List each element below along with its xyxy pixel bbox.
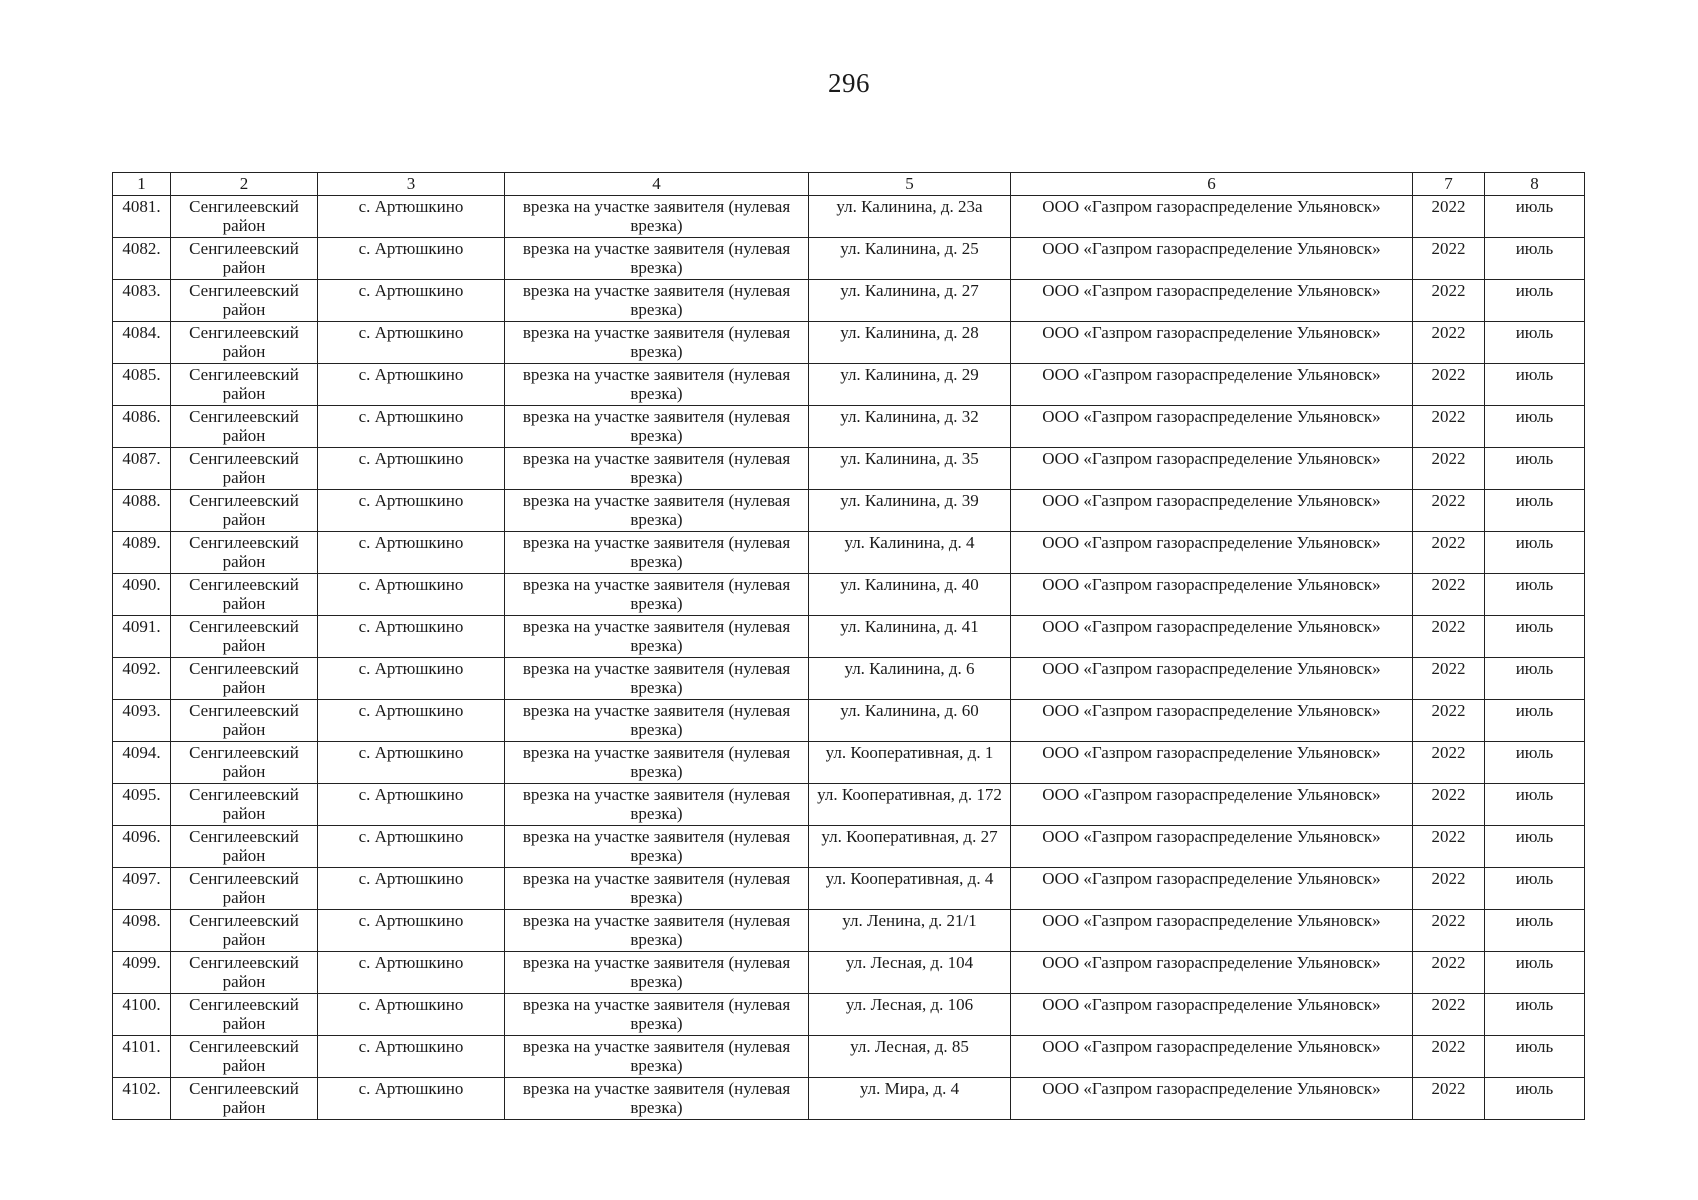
address-cell: ул. Кооперативная, д. 1 bbox=[809, 742, 1011, 784]
address-cell: ул. Кооперативная, д. 27 bbox=[809, 826, 1011, 868]
year-cell: 2022 bbox=[1413, 1078, 1485, 1120]
table-row bbox=[113, 742, 1585, 784]
month-cell: июль bbox=[1485, 994, 1585, 1036]
work-type-cell: врезка на участке заявителя (нулевая врезка) bbox=[505, 784, 809, 826]
year-cell: 2022 bbox=[1413, 574, 1485, 616]
year-cell: 2022 bbox=[1413, 868, 1485, 910]
table-row bbox=[113, 616, 1585, 658]
row-number: 4098. bbox=[113, 910, 171, 952]
organization-cell: ООО «Газпром газораспределение Ульяновск» bbox=[1011, 994, 1413, 1036]
organization-cell: ООО «Газпром газораспределение Ульяновск» bbox=[1011, 868, 1413, 910]
table-row bbox=[113, 574, 1585, 616]
row-number: 4095. bbox=[113, 784, 171, 826]
table-row bbox=[113, 658, 1585, 700]
district-cell: Сенгилеевский район bbox=[171, 448, 318, 490]
row-number: 4085. bbox=[113, 364, 171, 406]
address-cell: ул. Калинина, д. 4 bbox=[809, 532, 1011, 574]
organization-cell: ООО «Газпром газораспределение Ульяновск» bbox=[1011, 238, 1413, 280]
table-row bbox=[113, 1036, 1585, 1078]
work-type-cell: врезка на участке заявителя (нулевая врезка) bbox=[505, 910, 809, 952]
work-type-cell: врезка на участке заявителя (нулевая врезка) bbox=[505, 490, 809, 532]
table-row bbox=[113, 280, 1585, 322]
address-cell: ул. Калинина, д. 35 bbox=[809, 448, 1011, 490]
address-cell: ул. Калинина, д. 60 bbox=[809, 700, 1011, 742]
address-cell: ул. Калинина, д. 27 bbox=[809, 280, 1011, 322]
address-cell: ул. Кооперативная, д. 172 bbox=[809, 784, 1011, 826]
address-cell: ул. Лесная, д. 85 bbox=[809, 1036, 1011, 1078]
year-cell: 2022 bbox=[1413, 616, 1485, 658]
month-cell: июль bbox=[1485, 322, 1585, 364]
month-cell: июль bbox=[1485, 826, 1585, 868]
month-cell: июль bbox=[1485, 196, 1585, 238]
work-type-cell: врезка на участке заявителя (нулевая врезка) bbox=[505, 1036, 809, 1078]
month-cell: июль bbox=[1485, 700, 1585, 742]
district-cell: Сенгилеевский район bbox=[171, 532, 318, 574]
organization-cell: ООО «Газпром газораспределение Ульяновск» bbox=[1011, 406, 1413, 448]
district-cell: Сенгилеевский район bbox=[171, 490, 318, 532]
work-type-cell: врезка на участке заявителя (нулевая врезка) bbox=[505, 406, 809, 448]
month-cell: июль bbox=[1485, 406, 1585, 448]
organization-cell: ООО «Газпром газораспределение Ульяновск» bbox=[1011, 490, 1413, 532]
work-type-cell: врезка на участке заявителя (нулевая врезка) bbox=[505, 952, 809, 994]
register-table bbox=[112, 172, 1585, 1120]
table-row bbox=[113, 994, 1585, 1036]
organization-cell: ООО «Газпром газораспределение Ульяновск» bbox=[1011, 1078, 1413, 1120]
district-cell: Сенгилеевский район bbox=[171, 742, 318, 784]
district-cell: Сенгилеевский район bbox=[171, 868, 318, 910]
row-number: 4089. bbox=[113, 532, 171, 574]
row-number: 4093. bbox=[113, 700, 171, 742]
work-type-cell: врезка на участке заявителя (нулевая врезка) bbox=[505, 616, 809, 658]
work-type-cell: врезка на участке заявителя (нулевая врезка) bbox=[505, 280, 809, 322]
table-row bbox=[113, 952, 1585, 994]
work-type-cell: врезка на участке заявителя (нулевая врезка) bbox=[505, 448, 809, 490]
settlement-cell: с. Артюшкино bbox=[318, 616, 505, 658]
district-cell: Сенгилеевский район bbox=[171, 910, 318, 952]
row-number: 4091. bbox=[113, 616, 171, 658]
year-cell: 2022 bbox=[1413, 322, 1485, 364]
address-cell: ул. Лесная, д. 104 bbox=[809, 952, 1011, 994]
row-number: 4083. bbox=[113, 280, 171, 322]
work-type-cell: врезка на участке заявителя (нулевая врезка) bbox=[505, 322, 809, 364]
address-cell: ул. Калинина, д. 6 bbox=[809, 658, 1011, 700]
table-row bbox=[113, 406, 1585, 448]
month-cell: июль bbox=[1485, 1078, 1585, 1120]
column-header: 4 bbox=[505, 173, 809, 196]
address-cell: ул. Калинина, д. 28 bbox=[809, 322, 1011, 364]
organization-cell: ООО «Газпром газораспределение Ульяновск» bbox=[1011, 742, 1413, 784]
work-type-cell: врезка на участке заявителя (нулевая врезка) bbox=[505, 532, 809, 574]
table-row bbox=[113, 196, 1585, 238]
month-cell: июль bbox=[1485, 364, 1585, 406]
row-number: 4101. bbox=[113, 1036, 171, 1078]
table-row bbox=[113, 238, 1585, 280]
work-type-cell: врезка на участке заявителя (нулевая врезка) bbox=[505, 868, 809, 910]
row-number: 4087. bbox=[113, 448, 171, 490]
work-type-cell: врезка на участке заявителя (нулевая врезка) bbox=[505, 574, 809, 616]
organization-cell: ООО «Газпром газораспределение Ульяновск» bbox=[1011, 616, 1413, 658]
district-cell: Сенгилеевский район bbox=[171, 700, 318, 742]
district-cell: Сенгилеевский район bbox=[171, 994, 318, 1036]
month-cell: июль bbox=[1485, 742, 1585, 784]
settlement-cell: с. Артюшкино bbox=[318, 280, 505, 322]
address-cell: ул. Ленина, д. 21/1 bbox=[809, 910, 1011, 952]
row-number: 4082. bbox=[113, 238, 171, 280]
row-number: 4084. bbox=[113, 322, 171, 364]
table-row bbox=[113, 490, 1585, 532]
address-cell: ул. Калинина, д. 25 bbox=[809, 238, 1011, 280]
settlement-cell: с. Артюшкино bbox=[318, 700, 505, 742]
organization-cell: ООО «Газпром газораспределение Ульяновск» bbox=[1011, 280, 1413, 322]
table-row bbox=[113, 322, 1585, 364]
year-cell: 2022 bbox=[1413, 826, 1485, 868]
month-cell: июль bbox=[1485, 532, 1585, 574]
column-header: 3 bbox=[318, 173, 505, 196]
settlement-cell: с. Артюшкино bbox=[318, 742, 505, 784]
work-type-cell: врезка на участке заявителя (нулевая врезка) bbox=[505, 658, 809, 700]
column-header: 1 bbox=[113, 173, 171, 196]
row-number: 4102. bbox=[113, 1078, 171, 1120]
year-cell: 2022 bbox=[1413, 784, 1485, 826]
month-cell: июль bbox=[1485, 1036, 1585, 1078]
organization-cell: ООО «Газпром газораспределение Ульяновск» bbox=[1011, 952, 1413, 994]
row-number: 4100. bbox=[113, 994, 171, 1036]
work-type-cell: врезка на участке заявителя (нулевая врезка) bbox=[505, 742, 809, 784]
column-header: 8 bbox=[1485, 173, 1585, 196]
table-row bbox=[113, 448, 1585, 490]
column-header: 5 bbox=[809, 173, 1011, 196]
district-cell: Сенгилеевский район bbox=[171, 952, 318, 994]
header-row bbox=[113, 173, 1585, 196]
month-cell: июль bbox=[1485, 784, 1585, 826]
row-number: 4086. bbox=[113, 406, 171, 448]
district-cell: Сенгилеевский район bbox=[171, 574, 318, 616]
row-number: 4090. bbox=[113, 574, 171, 616]
year-cell: 2022 bbox=[1413, 238, 1485, 280]
district-cell: Сенгилеевский район bbox=[171, 1036, 318, 1078]
settlement-cell: с. Артюшкино bbox=[318, 658, 505, 700]
row-number: 4088. bbox=[113, 490, 171, 532]
month-cell: июль bbox=[1485, 910, 1585, 952]
work-type-cell: врезка на участке заявителя (нулевая врезка) bbox=[505, 700, 809, 742]
month-cell: июль bbox=[1485, 448, 1585, 490]
column-header: 7 bbox=[1413, 173, 1485, 196]
work-type-cell: врезка на участке заявителя (нулевая врезка) bbox=[505, 238, 809, 280]
year-cell: 2022 bbox=[1413, 196, 1485, 238]
table-row bbox=[113, 700, 1585, 742]
organization-cell: ООО «Газпром газораспределение Ульяновск» bbox=[1011, 574, 1413, 616]
organization-cell: ООО «Газпром газораспределение Ульяновск» bbox=[1011, 322, 1413, 364]
address-cell: ул. Мира, д. 4 bbox=[809, 1078, 1011, 1120]
settlement-cell: с. Артюшкино bbox=[318, 868, 505, 910]
address-cell: ул. Калинина, д. 29 bbox=[809, 364, 1011, 406]
organization-cell: ООО «Газпром газораспределение Ульяновск» bbox=[1011, 196, 1413, 238]
table-row bbox=[113, 868, 1585, 910]
year-cell: 2022 bbox=[1413, 742, 1485, 784]
organization-cell: ООО «Газпром газораспределение Ульяновск» bbox=[1011, 910, 1413, 952]
work-type-cell: врезка на участке заявителя (нулевая врезка) bbox=[505, 826, 809, 868]
address-cell: ул. Калинина, д. 23а bbox=[809, 196, 1011, 238]
district-cell: Сенгилеевский район bbox=[171, 658, 318, 700]
month-cell: июль bbox=[1485, 658, 1585, 700]
district-cell: Сенгилеевский район bbox=[171, 826, 318, 868]
work-type-cell: врезка на участке заявителя (нулевая врезка) bbox=[505, 196, 809, 238]
district-cell: Сенгилеевский район bbox=[171, 406, 318, 448]
district-cell: Сенгилеевский район bbox=[171, 616, 318, 658]
table-row bbox=[113, 784, 1585, 826]
settlement-cell: с. Артюшкино bbox=[318, 826, 505, 868]
table-row bbox=[113, 826, 1585, 868]
year-cell: 2022 bbox=[1413, 490, 1485, 532]
settlement-cell: с. Артюшкино bbox=[318, 532, 505, 574]
table-row bbox=[113, 910, 1585, 952]
row-number: 4081. bbox=[113, 196, 171, 238]
table-row bbox=[113, 1078, 1585, 1120]
work-type-cell: врезка на участке заявителя (нулевая врезка) bbox=[505, 364, 809, 406]
settlement-cell: с. Артюшкино bbox=[318, 910, 505, 952]
district-cell: Сенгилеевский район bbox=[171, 196, 318, 238]
settlement-cell: с. Артюшкино bbox=[318, 490, 505, 532]
month-cell: июль bbox=[1485, 952, 1585, 994]
settlement-cell: с. Артюшкино bbox=[318, 784, 505, 826]
settlement-cell: с. Артюшкино bbox=[318, 196, 505, 238]
row-number: 4096. bbox=[113, 826, 171, 868]
district-cell: Сенгилеевский район bbox=[171, 322, 318, 364]
table-row bbox=[113, 364, 1585, 406]
address-cell: ул. Лесная, д. 106 bbox=[809, 994, 1011, 1036]
month-cell: июль bbox=[1485, 238, 1585, 280]
district-cell: Сенгилеевский район bbox=[171, 280, 318, 322]
month-cell: июль bbox=[1485, 868, 1585, 910]
year-cell: 2022 bbox=[1413, 910, 1485, 952]
settlement-cell: с. Артюшкино bbox=[318, 406, 505, 448]
organization-cell: ООО «Газпром газораспределение Ульяновск» bbox=[1011, 784, 1413, 826]
year-cell: 2022 bbox=[1413, 406, 1485, 448]
work-type-cell: врезка на участке заявителя (нулевая врезка) bbox=[505, 1078, 809, 1120]
page-number: 296 bbox=[828, 68, 870, 98]
month-cell: июль bbox=[1485, 280, 1585, 322]
settlement-cell: с. Артюшкино bbox=[318, 364, 505, 406]
district-cell: Сенгилеевский район bbox=[171, 1078, 318, 1120]
year-cell: 2022 bbox=[1413, 448, 1485, 490]
address-cell: ул. Кооперативная, д. 4 bbox=[809, 868, 1011, 910]
year-cell: 2022 bbox=[1413, 364, 1485, 406]
settlement-cell: с. Артюшкино bbox=[318, 994, 505, 1036]
address-cell: ул. Калинина, д. 40 bbox=[809, 574, 1011, 616]
month-cell: июль bbox=[1485, 574, 1585, 616]
month-cell: июль bbox=[1485, 616, 1585, 658]
column-header: 2 bbox=[171, 173, 318, 196]
year-cell: 2022 bbox=[1413, 532, 1485, 574]
organization-cell: ООО «Газпром газораспределение Ульяновск» bbox=[1011, 1036, 1413, 1078]
organization-cell: ООО «Газпром газораспределение Ульяновск» bbox=[1011, 826, 1413, 868]
settlement-cell: с. Артюшкино bbox=[318, 1078, 505, 1120]
year-cell: 2022 bbox=[1413, 700, 1485, 742]
row-number: 4092. bbox=[113, 658, 171, 700]
settlement-cell: с. Артюшкино bbox=[318, 952, 505, 994]
address-cell: ул. Калинина, д. 39 bbox=[809, 490, 1011, 532]
settlement-cell: с. Артюшкино bbox=[318, 1036, 505, 1078]
month-cell: июль bbox=[1485, 490, 1585, 532]
settlement-cell: с. Артюшкино bbox=[318, 574, 505, 616]
district-cell: Сенгилеевский район bbox=[171, 364, 318, 406]
settlement-cell: с. Артюшкино bbox=[318, 322, 505, 364]
settlement-cell: с. Артюшкино bbox=[318, 238, 505, 280]
year-cell: 2022 bbox=[1413, 952, 1485, 994]
organization-cell: ООО «Газпром газораспределение Ульяновск» bbox=[1011, 448, 1413, 490]
organization-cell: ООО «Газпром газораспределение Ульяновск» bbox=[1011, 658, 1413, 700]
row-number: 4097. bbox=[113, 868, 171, 910]
year-cell: 2022 bbox=[1413, 994, 1485, 1036]
settlement-cell: с. Артюшкино bbox=[318, 448, 505, 490]
row-number: 4099. bbox=[113, 952, 171, 994]
column-header: 6 bbox=[1011, 173, 1413, 196]
year-cell: 2022 bbox=[1413, 280, 1485, 322]
address-cell: ул. Калинина, д. 32 bbox=[809, 406, 1011, 448]
table-row bbox=[113, 532, 1585, 574]
year-cell: 2022 bbox=[1413, 1036, 1485, 1078]
organization-cell: ООО «Газпром газораспределение Ульяновск» bbox=[1011, 532, 1413, 574]
year-cell: 2022 bbox=[1413, 658, 1485, 700]
district-cell: Сенгилеевский район bbox=[171, 784, 318, 826]
district-cell: Сенгилеевский район bbox=[171, 238, 318, 280]
work-type-cell: врезка на участке заявителя (нулевая врезка) bbox=[505, 994, 809, 1036]
row-number: 4094. bbox=[113, 742, 171, 784]
organization-cell: ООО «Газпром газораспределение Ульяновск» bbox=[1011, 700, 1413, 742]
address-cell: ул. Калинина, д. 41 bbox=[809, 616, 1011, 658]
organization-cell: ООО «Газпром газораспределение Ульяновск» bbox=[1011, 364, 1413, 406]
